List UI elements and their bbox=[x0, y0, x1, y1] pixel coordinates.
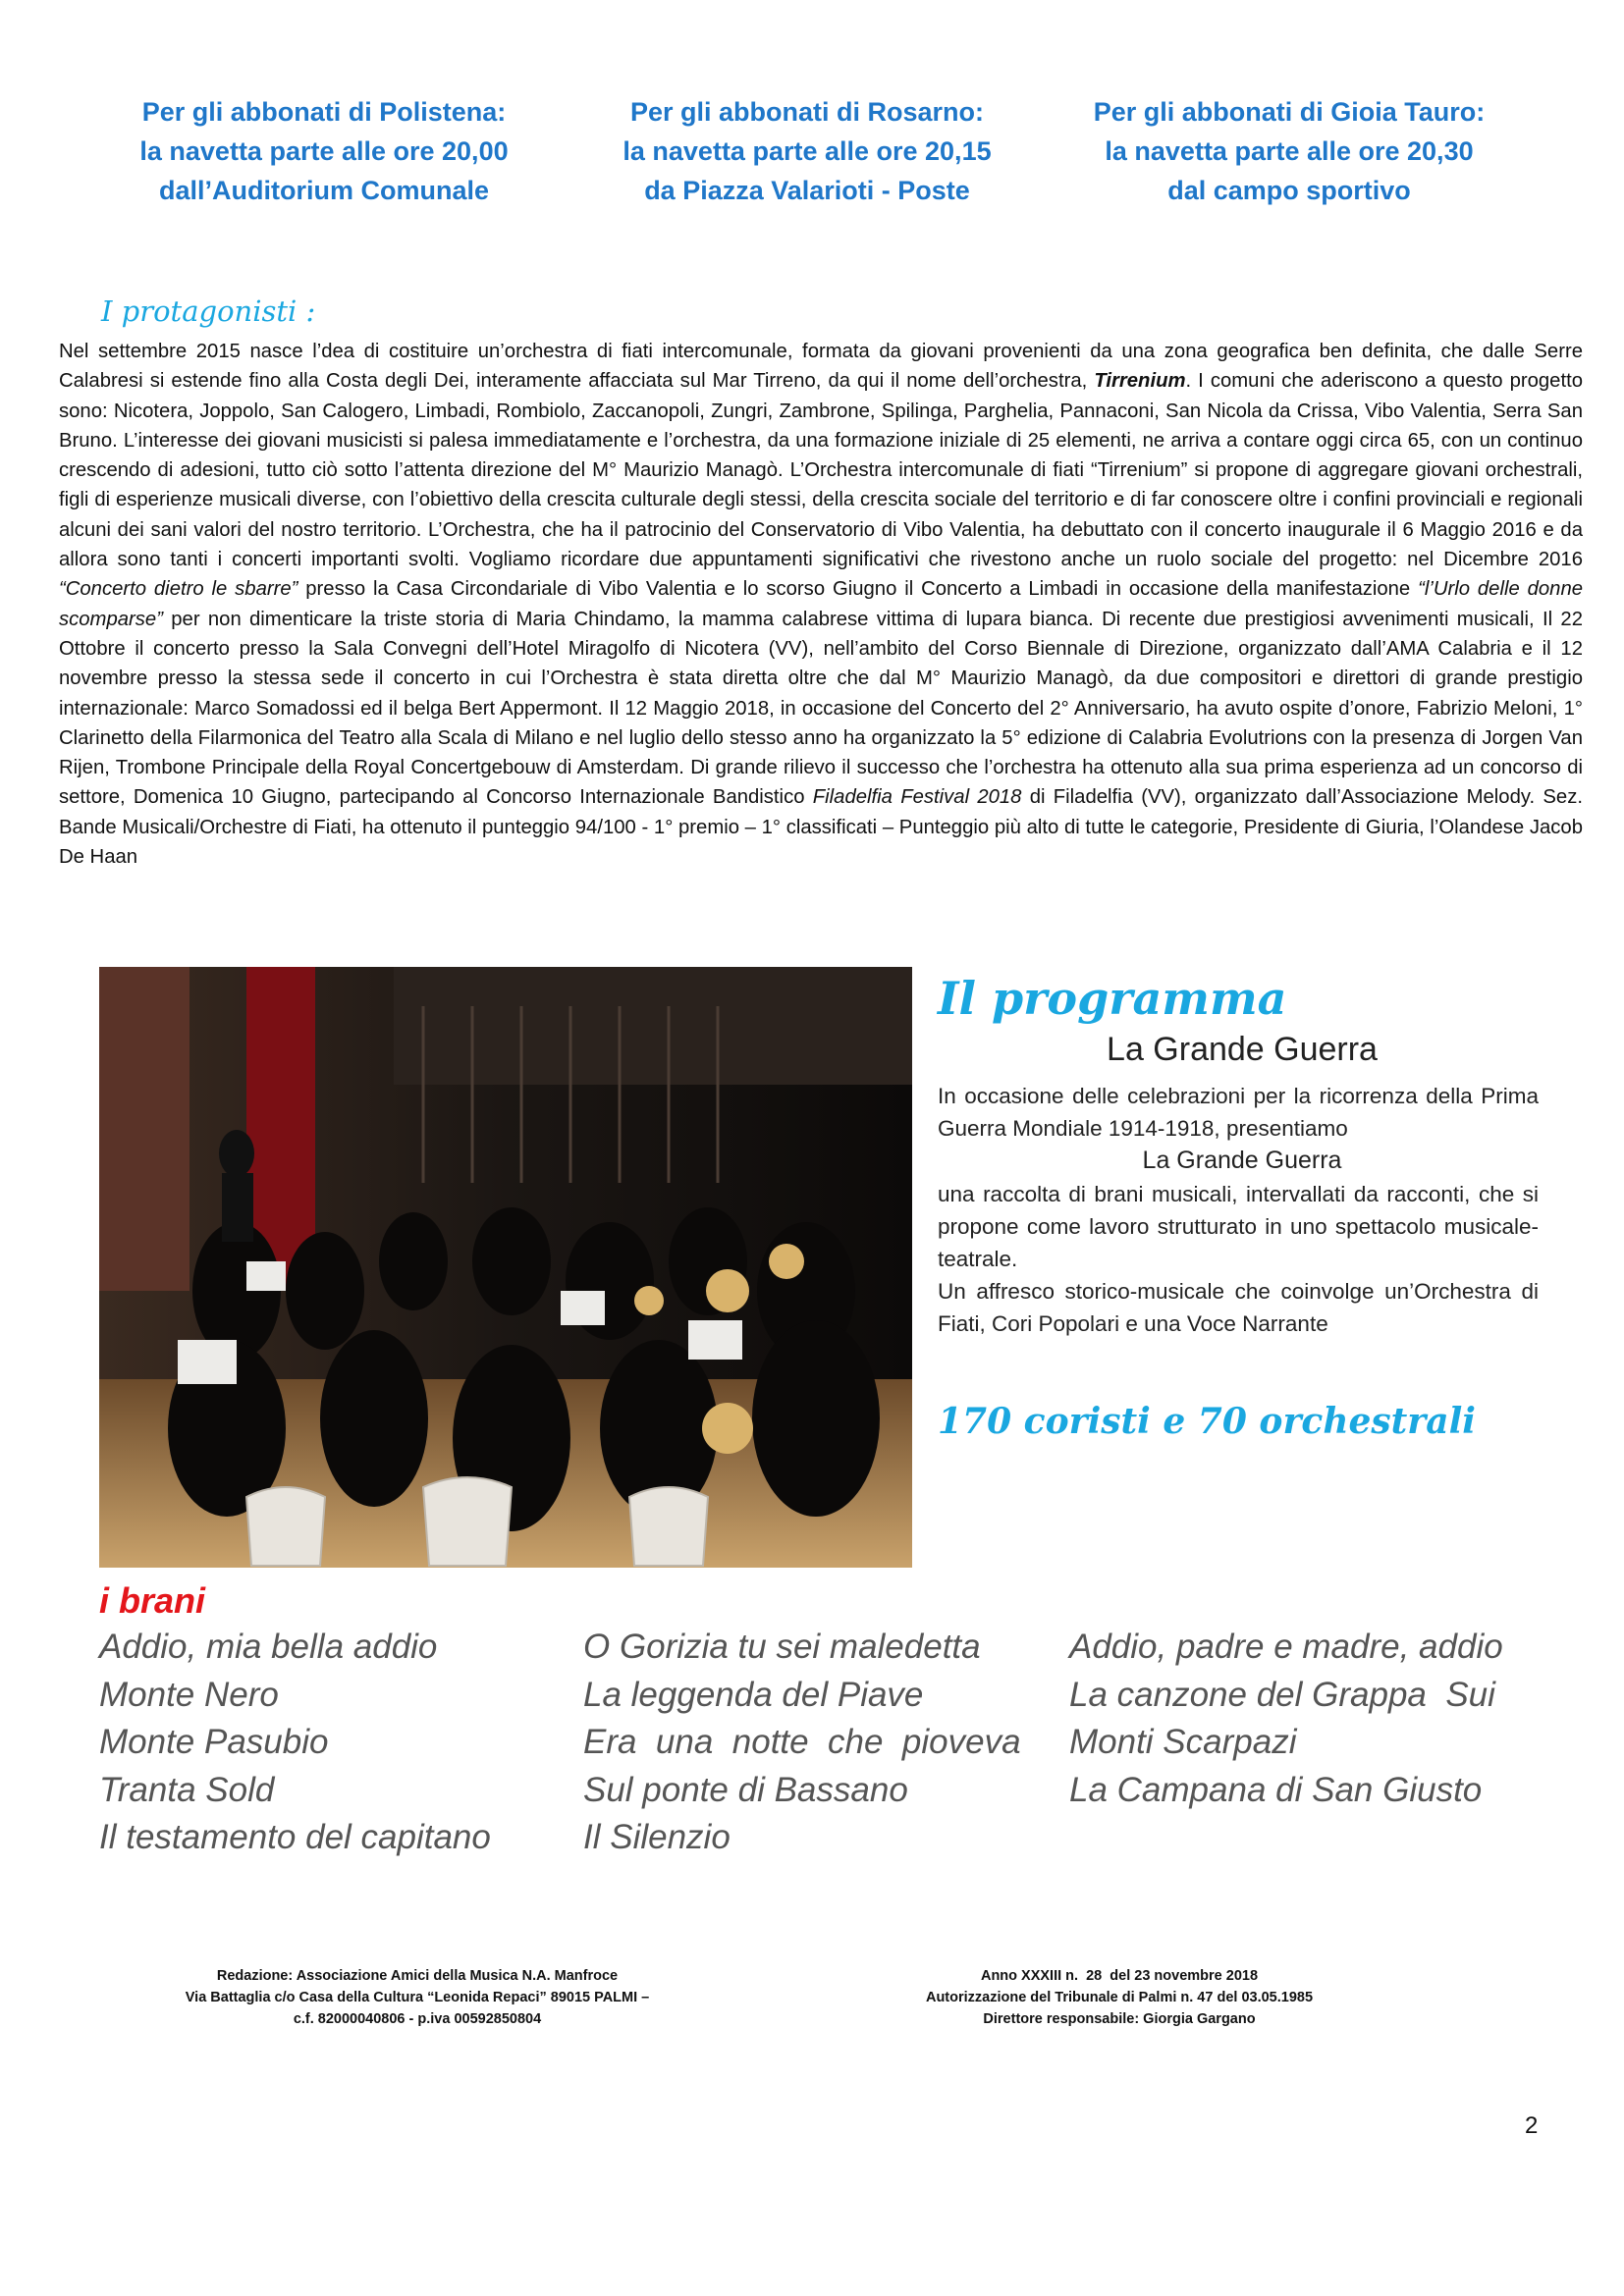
song-title: Monti Scarpazi bbox=[1069, 1723, 1297, 1761]
bio-emphasis: Filadelfia Festival 2018 bbox=[812, 786, 1022, 809]
song-title: Addio, padre e madre, addio bbox=[1069, 1628, 1503, 1666]
song-title: Era una notte che pioveva bbox=[583, 1723, 1021, 1761]
shuttle-line: dall’Auditorium Comunale bbox=[158, 176, 489, 205]
shuttle-gioia-tauro bbox=[1063, 92, 1515, 210]
program-intro: In occasione delle celebrazioni per la ricorrenza della Prima Guerra Mondiale 1914-1918, presentiamo bbox=[938, 1084, 1539, 1141]
shuttle-line: dal campo sportivo bbox=[1167, 176, 1411, 205]
shuttle-line: Per gli abbonati di Gioia Tauro: bbox=[1093, 97, 1486, 127]
shuttle-line: la navetta parte alle ore 20,15 bbox=[623, 136, 992, 166]
footer-editorial bbox=[118, 1965, 717, 2030]
program-subtitle: La Grande Guerra bbox=[1142, 1147, 1342, 1174]
shuttle-line: Per gli abbonati di Polistena: bbox=[141, 97, 507, 127]
shuttle-line: Per gli abbonati di Rosarno: bbox=[629, 97, 985, 127]
footer-line: Autorizzazione del Tribunale di Palmi n. 47 del 03.05.1985 bbox=[925, 1990, 1314, 2005]
song-title: Sul ponte di Bassano bbox=[583, 1770, 908, 1809]
section-heading-brani: i brani bbox=[99, 1580, 206, 1621]
shuttle-info bbox=[98, 92, 1551, 220]
song-title: La Campana di San Giusto bbox=[1069, 1770, 1483, 1809]
song-title: La canzone del Grappa Sui bbox=[1069, 1675, 1495, 1714]
protagonisti-body bbox=[59, 337, 1583, 872]
song-title: Monte Nero bbox=[99, 1675, 279, 1714]
footer-line: Direttore responsabile: Giorgia Gargano bbox=[983, 2011, 1256, 2027]
bio-text: di Filadelfia (VV), organizzato dall’Associazione Melody. Sez. Bande Musicali/Orchestre di Fiati, ha ottenuto il punteggio 94/100 - 1° premio – 1° classificati – Punteggio più alto di tutte le categorie, Presidente di Giuria, l’Olandese Jacob De Haan bbox=[59, 786, 1583, 869]
song-title: Il testamento del capitano bbox=[99, 1818, 491, 1856]
orchestra-photo bbox=[99, 967, 912, 1568]
bio-emphasis: “l’Urlo delle donne scomparse” bbox=[59, 578, 1584, 630]
footer-line: Redazione: Associazione Amici della Musica N.A. Manfroce bbox=[216, 1968, 619, 1984]
song-title: Il Silenzio bbox=[583, 1818, 731, 1856]
shuttle-polistena bbox=[98, 92, 550, 210]
shuttle-line: la navetta parte alle ore 20,00 bbox=[139, 136, 509, 166]
bio-text: Nel settembre 2015 nasce l’dea di costituire un’orchestra di fiati intercomunale, formata da giovani provenienti da una zona geografica ben definita, che dalle Serre Calabresi si estende fino alla Costa degli Dei, interamente affacciata sul Mar Tirreno, da qui il nome dell’orchestra, bbox=[59, 341, 1583, 393]
program-description-2: Un affresco storico-musicale che coinvolge un’Orchestra di Fiati, Cori Popolari e una Voce Narrante bbox=[938, 1279, 1539, 1336]
bio-text: . I comuni che aderiscono a questo progetto sono: Nicotera, Joppolo, San Calogero, Limbadi, Rombiolo, Zaccanopoli, Zungri, Zambrone, Spilinga, Parghelia, Pannaconi, San Nicola da Crissa, Vibo Valentia, Serra San Bruno. L’interesse dei giovani musicisti si palesa immediatamente e l’orchestra, da una formazione iniziale di 25 elementi, ne arriva a contare oggi circa 65, con un continuo crescendo di adesioni, tutto ciò sotto l’attenta direzione del M° Maurizio Managò. L’Orchestra intercomunale di fiati “Tirrenium” si propone di aggregare giovani orchestrali, figli di esperienze musicali diverse, con l’obiettivo della crescita culturale degli stessi, della crescita sociale del territorio e di far conoscere oltre i confini provinciali e regionali alcuni dei sani valori del nostro territorio. L’Orchestra, che ha il patrocinio del Conservatorio di Vibo Valentia, ha debuttato con il concerto inaugurale il 6 Maggio 2016 e da allora sono tanti i concerti importanti svolti. Vogliamo ricordare due appuntamenti significativi che rivestono anche un ruolo sociale del progetto: nel Dicembre 2016 bbox=[59, 370, 1583, 571]
shuttle-line: la navetta parte alle ore 20,30 bbox=[1105, 136, 1474, 166]
bio-text: presso la Casa Circondariale di Vibo Valentia e lo scorso Giugno il Concerto a Limbadi in occasione della manifestazione bbox=[305, 578, 1411, 601]
song-title: La leggenda del Piave bbox=[583, 1675, 924, 1714]
footer-registration bbox=[864, 1965, 1375, 2030]
brani-column-2 bbox=[583, 1624, 1021, 1862]
program-description: una raccolta di brani musicali, intervallati da racconti, che si propone come lavoro strutturato in uno spettacolo musicale-teatrale. bbox=[938, 1182, 1539, 1271]
performers-count: 170 coristi e 70 orchestrali bbox=[938, 1401, 1476, 1442]
footer-line: c.f. 82000040806 - p.iva 00592850804 bbox=[293, 2011, 542, 2027]
song-title: Monte Pasubio bbox=[99, 1723, 329, 1761]
bio-emphasis: “Concerto dietro le sbarre” bbox=[59, 578, 298, 601]
page-number: 2 bbox=[1525, 2112, 1539, 2139]
shuttle-rosarno bbox=[581, 92, 1033, 210]
song-title: Addio, mia bella addio bbox=[99, 1628, 438, 1666]
song-title: Tranta Sold bbox=[99, 1770, 275, 1809]
footer-line: Via Battaglia c/o Casa della Cultura “Leonida Repaci” 89015 PALMI – bbox=[185, 1990, 650, 2005]
shuttle-line: da Piazza Valarioti - Poste bbox=[644, 176, 970, 205]
section-heading-programma: Il programma bbox=[938, 972, 1287, 1025]
song-title: O Gorizia tu sei maledetta bbox=[583, 1628, 981, 1666]
bio-text: per non dimenticare la triste storia di Maria Chindamo, la mamma calabrese vittima di lupara bianca. Di recente due prestigiosi avvenimenti musicali, Il 22 Ottobre il concerto presso la Sala Convegni dell’Hotel Miragolfo di Nicotera (VV), nell’ambito del Corso Biennale di Direzione, organizzato dall’AMA Calabria e il 12 novembre presso la stessa sede il concerto in cui l’Orchestra è stata diretta oltre che dal M° Maurizio Managò, da due compositori e direttori di grande prestigio internazionale: Marco Somadossi ed il belga Bert Appermont. Il 12 Maggio 2018, in occasione del Concerto del 2° Anniversario, ha avuto ospite d’onore, Fabrizio Meloni, 1° Clarinetto della Filarmonica del Teatro alla Scala di Milano e nel luglio dello stesso anno ha organizzato la 5° edizione di Calabria Evolutrions con la presenza di Jorgen Van Rijen, Trombone Principale della Royal Concertgebouw di Amsterdam. Di grande rilievo il successo che l’orchestra ha ottenuto alla sua prima esperienza ad un concorso di settore, Domenica 10 Giugno, partecipando al Concorso Internazionale Bandistico bbox=[59, 608, 1583, 809]
footer-line: Anno XXXIII n. 28 del 23 novembre 2018 bbox=[980, 1968, 1259, 1984]
bio-emphasis: Tirrenium bbox=[1094, 370, 1186, 393]
program-title: La Grande Guerra bbox=[1107, 1031, 1378, 1068]
brani-column-1 bbox=[99, 1624, 491, 1862]
brani-column-3 bbox=[1069, 1624, 1503, 1814]
section-heading-protagonisti: I protagonisti : bbox=[101, 294, 316, 328]
